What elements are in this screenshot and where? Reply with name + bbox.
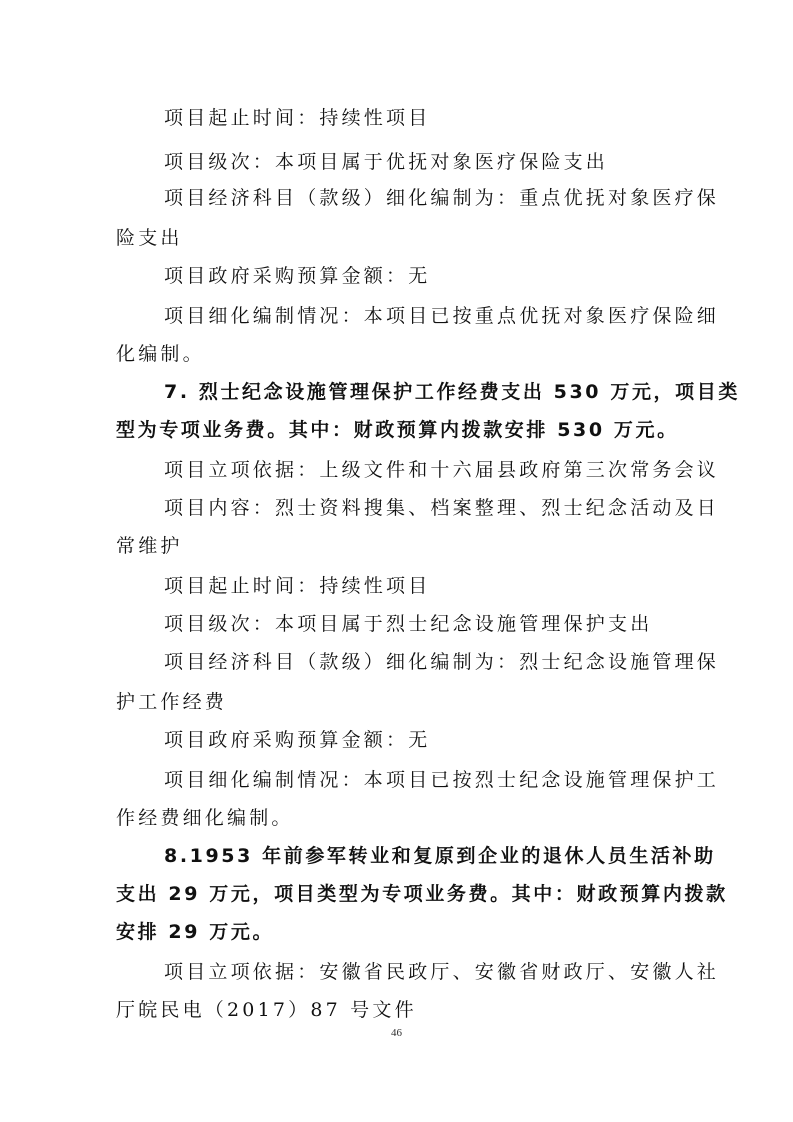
- text-line: 项目细化编制情况：本项目已按重点优抚对象医疗保险细: [164, 305, 720, 327]
- text-line: 项目级次：本项目属于优抚对象医疗保险支出: [164, 151, 609, 173]
- text-line: 项目起止时间：持续性项目: [164, 107, 431, 129]
- section-heading: 7. 烈士纪念设施管理保护工作经费支出 530 万元，项目类: [164, 381, 740, 403]
- text-line: 项目立项依据：安徽省民政厅、安徽省财政厅、安徽人社: [164, 961, 720, 983]
- text-line: 项目经济科目（款级）细化编制为：烈士纪念设施管理保: [164, 651, 720, 673]
- text-line: 作经费细化编制。: [116, 807, 294, 829]
- text-line: 项目政府采购预算金额：无: [164, 729, 431, 751]
- text-line: 项目细化编制情况：本项目已按烈士纪念设施管理保护工: [164, 769, 720, 791]
- text-line: 项目级次：本项目属于烈士纪念设施管理保护支出: [164, 613, 653, 635]
- text-line: 项目政府采购预算金额：无: [164, 265, 431, 287]
- section-heading: 8.1953 年前参军转业和复原到企业的退休人员生活补助: [164, 845, 716, 867]
- section-heading: 型为专项业务费。其中：财政预算内拨款安排 530 万元。: [116, 419, 679, 441]
- text-line: 项目立项依据：上级文件和十六届县政府第三次常务会议: [164, 459, 720, 481]
- page-number: 46: [391, 1027, 402, 1039]
- section-heading: 支出 29 万元，项目类型为专项业务费。其中：财政预算内拨款: [116, 883, 728, 905]
- text-line: 化编制。: [116, 343, 205, 365]
- text-line: 项目起止时间：持续性项目: [164, 575, 431, 597]
- text-line: 项目内容：烈士资料搜集、档案整理、烈士纪念活动及日: [164, 497, 720, 519]
- text-line: 常维护: [116, 535, 183, 557]
- text-line: 厅皖民电（2017）87 号文件: [116, 999, 417, 1021]
- section-heading: 安排 29 万元。: [116, 921, 275, 943]
- text-line: 项目经济科目（款级）细化编制为：重点优抚对象医疗保: [164, 187, 720, 209]
- text-line: 险支出: [116, 227, 183, 249]
- text-line: 护工作经费: [116, 691, 228, 713]
